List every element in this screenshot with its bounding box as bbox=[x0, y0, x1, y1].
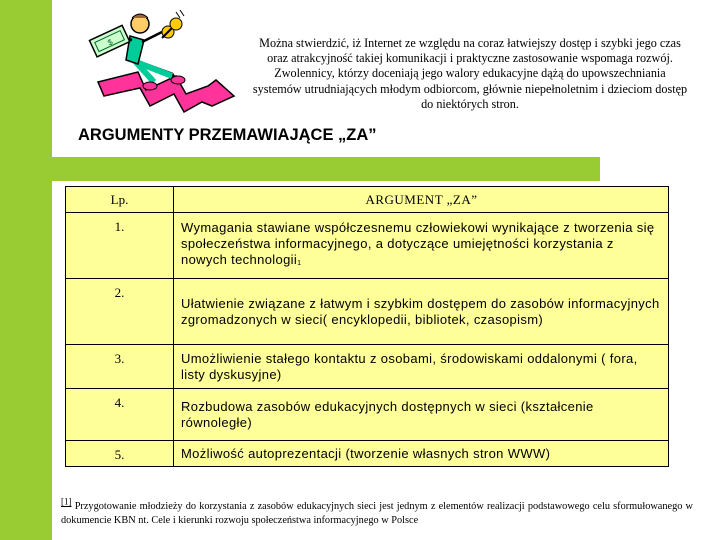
column-header-argument: ARGUMENT „ZA” bbox=[174, 187, 669, 213]
running-man-money-clipart-icon bbox=[76, 2, 252, 134]
table-row bbox=[66, 389, 669, 441]
row-argument bbox=[174, 213, 669, 279]
table-row bbox=[66, 213, 669, 279]
row-argument: Możliwość autoprezentacji (tworzenie własnych stron WWW) bbox=[174, 441, 669, 467]
footnote-text: Przygotowanie młodzieży do korzystania z zasobów edukacyjnych sieci jest jednym z elementów realizacji podstawowego celu sformułowanego w dokumencie KBN nt. Cele i kierunki rozwoju społeczeństwa informacyjnego w Polsce bbox=[61, 501, 693, 526]
left-accent-bar bbox=[0, 0, 52, 540]
row-argument: Umożliwienie stałego kontaktu z osobami, środowiskami oddalonymi ( fora, listy dyskusyjne) bbox=[174, 345, 669, 389]
table-row bbox=[66, 279, 669, 345]
section-heading: ARGUMENTY PRZEMAWIAJĄCE „ZA” bbox=[78, 126, 377, 144]
intro-paragraph: Można stwierdzić, iż Internet ze względu na coraz łatwiejszy dostęp i szybki jego czas oraz atrakcyjność takiej komunikacji i praktyczne zastosowanie wspomaga rozwój. Zwolennicy, którzy doceniają jego walory edukacyjne dążą do upowszechniania systemów utrudniających młodym odbiorcom, głównie niepełnoletnim i dzieciom dostęp do niektórych stron. bbox=[252, 36, 688, 111]
row-number: 1. bbox=[66, 213, 174, 279]
row-number: 5. bbox=[66, 441, 174, 467]
table-row bbox=[66, 441, 669, 467]
row-number: 2. bbox=[66, 279, 174, 345]
footnote bbox=[61, 496, 693, 528]
row-number: 3. bbox=[66, 345, 174, 389]
column-header-number: Lp. bbox=[66, 187, 174, 213]
svg-text:$: $ bbox=[106, 37, 115, 48]
row-argument: Ułatwienie związane z łatwym i szybkim dostępem do zasobów informacyjnych zgromadzonych w sieci( encyklopedii, bibliotek, czasopism) bbox=[174, 279, 669, 345]
row-number: 4. bbox=[66, 389, 174, 441]
footnote-link[interactable]: [1] bbox=[61, 496, 72, 507]
footnote-reference: 1 bbox=[297, 260, 302, 267]
row-argument: Rozbudowa zasobów edukacyjnych dostępnych w sieci (kształcenie równoległe) bbox=[174, 389, 669, 441]
row-argument-text: Wymagania stawiane współczesnemu człowiekowi wynikające z tworzenia się społeczeństwa informacyjnego, a dotyczące umiejętności korzystania z nowych technologii bbox=[181, 220, 655, 267]
header-accent-band bbox=[52, 157, 600, 181]
table-row bbox=[66, 345, 669, 389]
arguments-table bbox=[65, 186, 669, 467]
table-header-row bbox=[66, 187, 669, 213]
